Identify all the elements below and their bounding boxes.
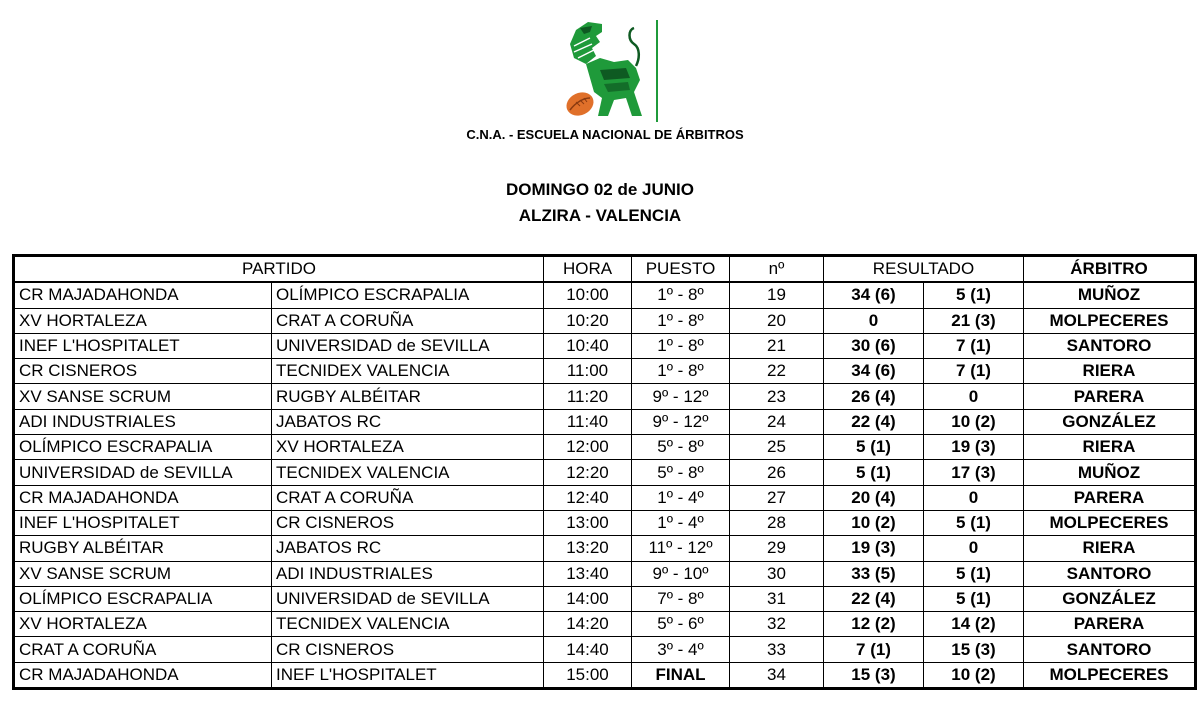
table-header-row — [14, 256, 1196, 283]
cna-lion-logo — [556, 18, 664, 124]
team2-cell: CR CISNEROS — [272, 637, 544, 662]
time-cell: 13:00 — [544, 510, 632, 535]
table-row — [14, 409, 1196, 434]
time-cell: 14:20 — [544, 612, 632, 637]
position-cell: 5º - 8º — [632, 460, 730, 485]
score1-cell: 22 (4) — [824, 409, 924, 434]
score2-cell: 10 (2) — [924, 409, 1024, 434]
score1-cell: 10 (2) — [824, 510, 924, 535]
score2-cell: 19 (3) — [924, 435, 1024, 460]
time-cell: 15:00 — [544, 662, 632, 688]
time-cell: 14:00 — [544, 586, 632, 611]
table-row — [14, 435, 1196, 460]
referee-cell: RIERA — [1024, 536, 1196, 561]
score1-cell: 26 (4) — [824, 384, 924, 409]
position-cell: 1º - 8º — [632, 282, 730, 308]
referee-cell: PARERA — [1024, 485, 1196, 510]
score1-cell: 34 (6) — [824, 282, 924, 308]
score2-cell: 0 — [924, 485, 1024, 510]
team2-cell: JABATOS RC — [272, 409, 544, 434]
table-row — [14, 485, 1196, 510]
referee-cell: PARERA — [1024, 384, 1196, 409]
score1-cell: 19 (3) — [824, 536, 924, 561]
team2-cell: TECNIDEX VALENCIA — [272, 460, 544, 485]
number-cell: 19 — [730, 282, 824, 308]
score2-cell: 17 (3) — [924, 460, 1024, 485]
table-row — [14, 536, 1196, 561]
position-cell: 1º - 8º — [632, 333, 730, 358]
referee-cell: MOLPECERES — [1024, 308, 1196, 333]
time-cell: 13:20 — [544, 536, 632, 561]
table-row — [14, 662, 1196, 688]
score2-cell: 7 (1) — [924, 359, 1024, 384]
team2-cell: UNIVERSIDAD de SEVILLA — [272, 333, 544, 358]
team2-cell: XV HORTALEZA — [272, 435, 544, 460]
referee-cell: GONZÁLEZ — [1024, 409, 1196, 434]
header-position: PUESTO — [632, 256, 730, 283]
time-cell: 12:40 — [544, 485, 632, 510]
team1-cell: OLÍMPICO ESCRAPALIA — [14, 435, 272, 460]
referee-cell: MUÑOZ — [1024, 460, 1196, 485]
team1-cell: UNIVERSIDAD de SEVILLA — [14, 460, 272, 485]
score2-cell: 5 (1) — [924, 510, 1024, 535]
position-cell: 1º - 4º — [632, 485, 730, 510]
table-row — [14, 282, 1196, 308]
header-result: RESULTADO — [824, 256, 1024, 283]
number-cell: 21 — [730, 333, 824, 358]
score1-cell: 22 (4) — [824, 586, 924, 611]
position-cell: 9º - 10º — [632, 561, 730, 586]
table-row — [14, 586, 1196, 611]
team1-cell: CRAT A CORUÑA — [14, 637, 272, 662]
time-cell: 11:20 — [544, 384, 632, 409]
referee-cell: MOLPECERES — [1024, 662, 1196, 688]
referee-cell: MUÑOZ — [1024, 282, 1196, 308]
position-cell: 1º - 8º — [632, 308, 730, 333]
table-row — [14, 308, 1196, 333]
referee-cell: PARERA — [1024, 612, 1196, 637]
number-cell: 30 — [730, 561, 824, 586]
team2-cell: JABATOS RC — [272, 536, 544, 561]
position-cell: 9º - 12º — [632, 384, 730, 409]
score2-cell: 10 (2) — [924, 662, 1024, 688]
team1-cell: CR MAJADAHONDA — [14, 282, 272, 308]
team1-cell: XV SANSE SCRUM — [14, 561, 272, 586]
score2-cell: 5 (1) — [924, 282, 1024, 308]
position-cell: FINAL — [632, 662, 730, 688]
table-row — [14, 510, 1196, 535]
header-match: PARTIDO — [14, 256, 544, 283]
referee-cell: SANTORO — [1024, 637, 1196, 662]
score1-cell: 5 (1) — [824, 460, 924, 485]
number-cell: 25 — [730, 435, 824, 460]
team2-cell: UNIVERSIDAD de SEVILLA — [272, 586, 544, 611]
time-cell: 10:40 — [544, 333, 632, 358]
position-cell: 5º - 6º — [632, 612, 730, 637]
referee-cell: SANTORO — [1024, 561, 1196, 586]
team2-cell: TECNIDEX VALENCIA — [272, 612, 544, 637]
score2-cell: 7 (1) — [924, 333, 1024, 358]
score2-cell: 5 (1) — [924, 561, 1024, 586]
time-cell: 12:20 — [544, 460, 632, 485]
match-schedule-table — [12, 254, 1197, 690]
score1-cell: 34 (6) — [824, 359, 924, 384]
score1-cell: 30 (6) — [824, 333, 924, 358]
table-row — [14, 384, 1196, 409]
score2-cell: 14 (2) — [924, 612, 1024, 637]
referee-cell: RIERA — [1024, 435, 1196, 460]
team2-cell: CRAT A CORUÑA — [272, 485, 544, 510]
score2-cell: 21 (3) — [924, 308, 1024, 333]
time-cell: 14:40 — [544, 637, 632, 662]
position-cell: 9º - 12º — [632, 409, 730, 434]
score1-cell: 7 (1) — [824, 637, 924, 662]
referee-cell: GONZÁLEZ — [1024, 586, 1196, 611]
score1-cell: 12 (2) — [824, 612, 924, 637]
number-cell: 23 — [730, 384, 824, 409]
number-cell: 33 — [730, 637, 824, 662]
event-location: ALZIRA - VALENCIA — [518, 206, 682, 225]
number-cell: 32 — [730, 612, 824, 637]
team2-cell: OLÍMPICO ESCRAPALIA — [272, 282, 544, 308]
table-row — [14, 561, 1196, 586]
position-cell: 1º - 8º — [632, 359, 730, 384]
number-cell: 27 — [730, 485, 824, 510]
team2-cell: RUGBY ALBÉITAR — [272, 384, 544, 409]
time-cell: 11:00 — [544, 359, 632, 384]
score1-cell: 20 (4) — [824, 485, 924, 510]
score1-cell: 15 (3) — [824, 662, 924, 688]
score2-cell: 0 — [924, 536, 1024, 561]
team2-cell: CRAT A CORUÑA — [272, 308, 544, 333]
number-cell: 31 — [730, 586, 824, 611]
position-cell: 7º - 8º — [632, 586, 730, 611]
team1-cell: XV SANSE SCRUM — [14, 384, 272, 409]
team1-cell: CR CISNEROS — [14, 359, 272, 384]
team2-cell: TECNIDEX VALENCIA — [272, 359, 544, 384]
team1-cell: RUGBY ALBÉITAR — [14, 536, 272, 561]
referee-cell: RIERA — [1024, 359, 1196, 384]
number-cell: 20 — [730, 308, 824, 333]
number-cell: 26 — [730, 460, 824, 485]
position-cell: 5º - 8º — [632, 435, 730, 460]
score1-cell: 5 (1) — [824, 435, 924, 460]
referee-cell: MOLPECERES — [1024, 510, 1196, 535]
score2-cell: 15 (3) — [924, 637, 1024, 662]
team1-cell: ADI INDUSTRIALES — [14, 409, 272, 434]
table-row — [14, 333, 1196, 358]
table-row — [14, 460, 1196, 485]
time-cell: 10:20 — [544, 308, 632, 333]
referee-cell: SANTORO — [1024, 333, 1196, 358]
team2-cell: CR CISNEROS — [272, 510, 544, 535]
time-cell: 11:40 — [544, 409, 632, 434]
number-cell: 28 — [730, 510, 824, 535]
time-cell: 12:00 — [544, 435, 632, 460]
team1-cell: OLÍMPICO ESCRAPALIA — [14, 586, 272, 611]
team2-cell: ADI INDUSTRIALES — [272, 561, 544, 586]
position-cell: 11º - 12º — [632, 536, 730, 561]
header-time: HORA — [544, 256, 632, 283]
table-row — [14, 637, 1196, 662]
team1-cell: CR MAJADAHONDA — [14, 662, 272, 688]
time-cell: 13:40 — [544, 561, 632, 586]
number-cell: 24 — [730, 409, 824, 434]
team1-cell: INEF L'HOSPITALET — [14, 333, 272, 358]
position-cell: 1º - 4º — [632, 510, 730, 535]
team1-cell: XV HORTALEZA — [14, 612, 272, 637]
organization-name: C.N.A. - ESCUELA NACIONAL DE ÁRBITROS — [466, 127, 744, 142]
table-row — [14, 612, 1196, 637]
team2-cell: INEF L'HOSPITALET — [272, 662, 544, 688]
score1-cell: 0 — [824, 308, 924, 333]
team1-cell: XV HORTALEZA — [14, 308, 272, 333]
header-number: nº — [730, 256, 824, 283]
table-row — [14, 359, 1196, 384]
team1-cell: INEF L'HOSPITALET — [14, 510, 272, 535]
score2-cell: 0 — [924, 384, 1024, 409]
time-cell: 10:00 — [544, 282, 632, 308]
event-date: DOMINGO 02 de JUNIO — [506, 180, 694, 199]
number-cell: 29 — [730, 536, 824, 561]
score1-cell: 33 (5) — [824, 561, 924, 586]
score2-cell: 5 (1) — [924, 586, 1024, 611]
team1-cell: CR MAJADAHONDA — [14, 485, 272, 510]
number-cell: 22 — [730, 359, 824, 384]
header-referee: ÁRBITRO — [1024, 256, 1196, 283]
number-cell: 34 — [730, 662, 824, 688]
position-cell: 3º - 4º — [632, 637, 730, 662]
